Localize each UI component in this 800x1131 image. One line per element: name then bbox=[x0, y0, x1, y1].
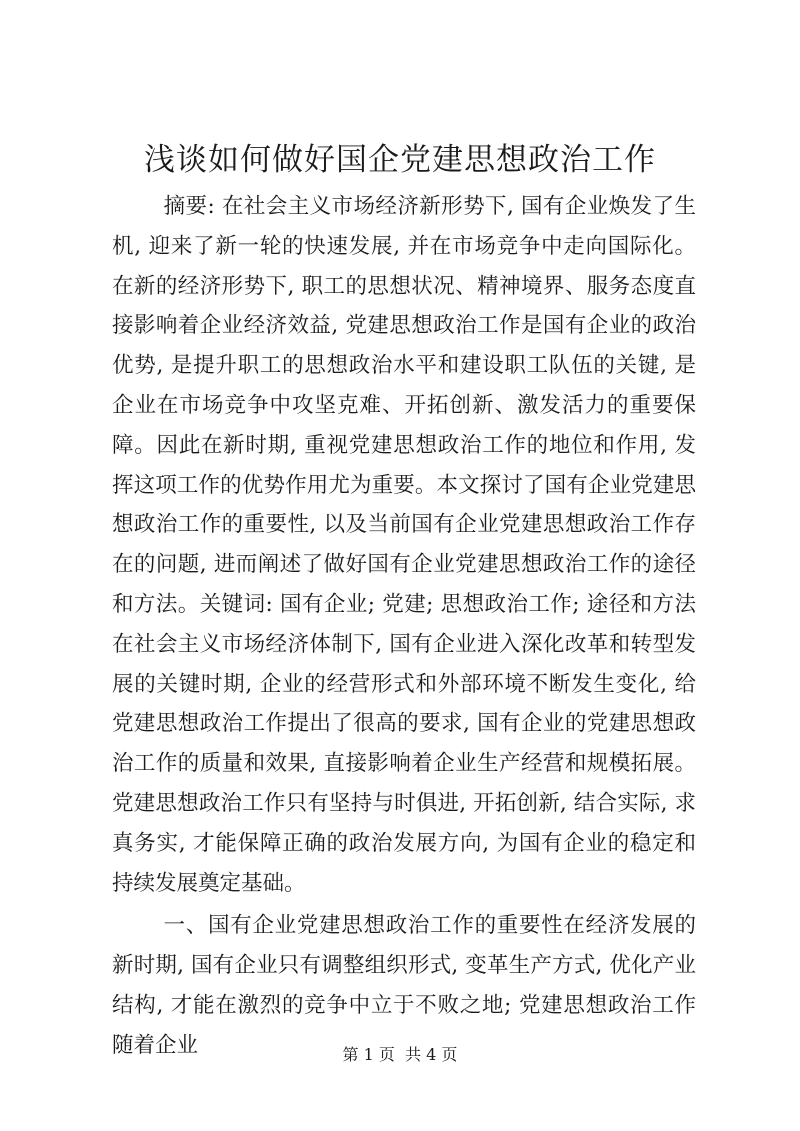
abstract-paragraph: 摘要: 在社会主义市场经济新形势下, 国有企业焕发了生机, 迎来了新一轮的快速发展, 并在市场竞争中走向国际化。在新的经济形势下, 职工的思想状况、精神境界、服务态度直接影响着企业经济效益, 党建思想政治工作是国有企业的政治优势, 是提升职工的思想政治水平和建设职工队伍的关键, 是企业在市场竞争中攻坚克难、开拓创新、激发活力的重要保障。因此在新时期, 重视党建思想政治工作的地位和作用, 发挥这项工作的优势作用尤为重要。本文探讨了国有企业党建思想政治工作的重要性, 以及当前国有企业党建思想政治工作存在的问题, 进而阐述了做好国有企业党建思想政治工作的途径和方法。关键词: 国有企业; 党建; 思想政治工作; 途径和方法在社会主义市场经济体制下, 国有企业进入深化改革和转型发展的关键时期, 企业的经营形式和外部环境不断发生变化, 给党建思想政治工作提出了很高的要求, 国有企业的党建思想政治工作的质量和效果, 直接影响着企业生产经营和规模拓展。党建思想政治工作只有坚持与时俱进, 开拓创新, 结合实际, 求真务实, 才能保障正确的政治发展方向, 为国有企业的稳定和持续发展奠定基础。 bbox=[112, 194, 696, 896]
page-footer bbox=[0, 1044, 800, 1066]
section-one-paragraph: 一、国有企业党建思想政治工作的重要性在经济发展的新时期, 国有企业只有调整组织形式, 变革生产方式, 优化产业结构, 才能在激烈的竞争中立于不败之地; 党建思想政治工作随着企业 bbox=[112, 913, 696, 1058]
document-body bbox=[112, 187, 696, 1066]
document-title: 浅谈如何做好国企党建思想政治工作 bbox=[144, 142, 656, 178]
page-number-label: 第 1 页 共 4 页 bbox=[342, 1045, 458, 1064]
